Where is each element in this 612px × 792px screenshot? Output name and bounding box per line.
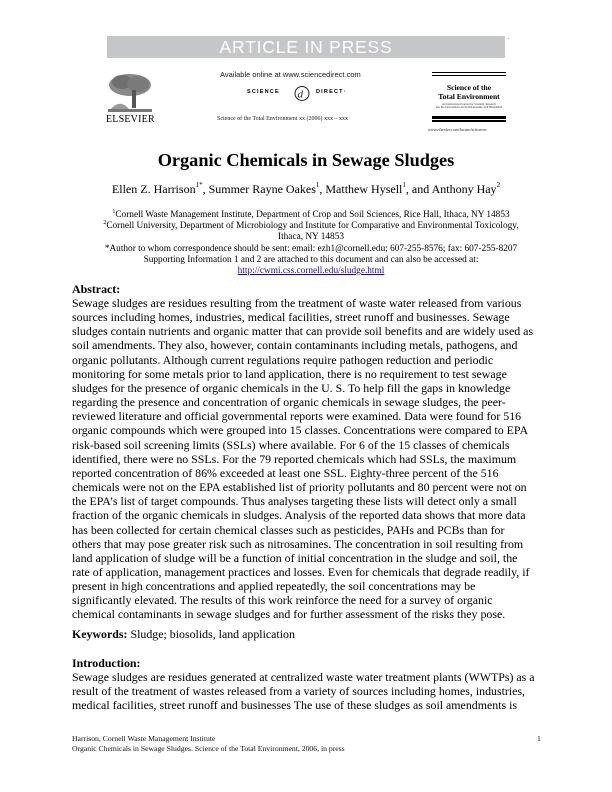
keywords: [72, 627, 295, 642]
journal-subtitle-line1: An International Journal for Scientific Research: [442, 103, 496, 106]
text-line: chemicals were not on the EPA established list of priority pollutants and 80 percent were not on: [72, 480, 527, 495]
text-line: rate of application, management practices and losses. Even for chemicals that degrade readily, if: [72, 564, 530, 579]
text-line: others that may pose greater risk such as nitrosamines. The concentration in soil resulting from: [72, 536, 524, 551]
author-name: Matthew Hysell: [325, 182, 403, 196]
supporting-info-link[interactable]: http://cwmi.css.cornell.edu/sludge.html: [237, 266, 385, 277]
journal-name-line1: Science of the: [446, 83, 492, 92]
footer-line1: Harrison, Cornell Waste Management Institute: [72, 734, 216, 743]
corner-mark: [508, 38, 509, 39]
journal-url[interactable]: www.elsevier.com/locate/scitotenv: [428, 127, 487, 132]
text-line: sources including homes, industries, medical facilities, street runoff and businesses. Sewage: [72, 310, 510, 325]
introduction-body: [72, 670, 552, 712]
author-list: [0, 182, 612, 197]
sciencedirect-right-text: DIRECT·: [316, 89, 347, 95]
affiliation-text: Cornell University, Department of Microbiology and Institute for Comparative and Environmental Toxicology,: [106, 221, 519, 232]
text-line: risk-based soil screening limits (SSLs) where available. For 6 of the 15 classes of chemicals: [72, 437, 510, 452]
text-line: sludges for the presence of organic chemicals in the U. S. To help fill the gaps in knowledge: [72, 380, 511, 395]
affiliation-sup: 1: [112, 209, 116, 215]
affiliation-text: Ithaca, NY 14853: [277, 232, 344, 243]
affiliation-line: [70, 221, 552, 232]
paper-title: Organic Chemicals in Sewage Sludges: [157, 150, 455, 170]
text-line: result of the treatment of wastes released from a variety of sources including homes, industries,: [72, 684, 526, 699]
text-line: the EPA’s list of target compounds. Thus analyses targeting these lists will detect only a small: [72, 494, 517, 509]
masthead-bottom-rules: [432, 116, 506, 122]
svg-text:d: d: [297, 88, 303, 101]
author-affil-sup: 2: [496, 181, 501, 189]
masthead-rule: [432, 116, 506, 119]
journal-reference: Science of the Total Environment xx (2006) xxx – xxx: [217, 116, 348, 122]
text-line: land application of sludge will be a function of initial concentration in the sludge and soil, the: [72, 550, 518, 565]
text-line: regarding the presence and concentration of organic chemicals in sewage sludges, the peer-: [72, 395, 506, 410]
introduction-heading: Introduction:: [72, 656, 141, 670]
journal-name-line2: Total Environment: [438, 92, 500, 101]
page-number: 1: [537, 734, 541, 743]
author-name: Summer Rayne Oakes: [208, 182, 316, 196]
available-online-text: Available online at www.sciencedirect.com: [220, 70, 361, 79]
author-sep: ,: [202, 182, 209, 196]
elsevier-tree-logo-icon: [106, 72, 154, 114]
text-line: organic compounds which were grouped into 15 classes. Concentrations were compared to EPA: [72, 423, 529, 438]
footer-line2: Organic Chemicals in Sewage Sludges. Science of the Total Environment, 2006, in press: [72, 743, 345, 753]
text-line: identified, there were no SSLs. For the 79 reported chemicals which had SSLs, the maximum: [72, 451, 517, 466]
text-line: present in high concentrations and applied repeatedly, the soil concentrations may be: [72, 579, 476, 594]
text-line: Sewage sludges are residues resulting from the treatment of waste water released from various: [72, 296, 522, 310]
affiliation-line: [70, 232, 552, 243]
author-affil-sup: 1: [402, 181, 406, 189]
correspondence-note: *Author to whom correspondence should be sent: email: ezh1@cornell.edu; 607-255-8576; fax: 607-255-8207: [104, 243, 518, 254]
text-line: sludges contain nutrients and organic matter that can provide soil benefits and are widely used as: [72, 324, 534, 339]
text-line: Sewage sludges are residues generated at centralized waste water treatment plants (WWTPs) as a: [72, 670, 535, 684]
text-line: reported concentration of 86% exceeded at least one SSL. Eighty-three percent of the 516: [72, 465, 499, 480]
author-sep: ,: [319, 182, 326, 196]
masthead-rule: [432, 120, 506, 122]
text-line: reviewed literature and official governmental reports were examined. Data were found for 516: [72, 409, 522, 424]
page-footer: [72, 734, 345, 754]
text-line: chemical contaminants in sewage sludges and for further assessment of the risks they pose.: [72, 607, 506, 622]
affiliation-text: Cornell Waste Management Institute, Department of Crop and Soil Sciences, Rice Hall, Ithaca, NY 14853: [115, 210, 510, 220]
journal-subtitle-line2: into the Environment and its Relationship with Humankind: [435, 106, 503, 110]
text-line: monitoring for some metals prior to land application, there is no requirement to test sewage: [72, 366, 507, 381]
supporting-info-note: Supporting Information 1 and 2 are attached to this document and can also be accessed at:: [143, 254, 479, 265]
affiliations: [70, 210, 552, 277]
author-name: Anthony Hay: [431, 182, 497, 196]
abstract-heading: Abstract:: [72, 282, 121, 296]
masthead-rule: [432, 75, 506, 76]
sciencedirect-d-icon: [293, 84, 311, 101]
sciencedirect-logo: [247, 83, 367, 103]
banner-text: ARTICLE IN PRESS: [219, 37, 393, 57]
keywords-text: Sludge; biosolids, land application: [127, 627, 295, 641]
author-sep: , and: [405, 182, 432, 196]
keywords-label: Keywords:: [72, 627, 128, 641]
text-line: organic pollutants. Although current regulations require pathogen reduction and periodic: [72, 352, 494, 367]
elsevier-wordmark: ELSEVIER: [106, 114, 155, 125]
text-line: fraction of the organic chemicals in sludges. Analysis of the reported data shows that more data: [72, 508, 526, 523]
masthead-rule: [432, 72, 506, 73]
article-in-press-banner: [107, 36, 505, 58]
affiliation-sup: 2: [103, 220, 107, 227]
author-affil-sup: 1: [315, 181, 320, 189]
journal-masthead: [432, 72, 506, 122]
text-line: medical facilities, street runoff and businesses The use of these sludges as soil amendments is: [72, 698, 518, 713]
sciencedirect-left-text: SCIENCE: [247, 89, 280, 95]
abstract-body: [72, 296, 552, 622]
author-affil-sup: 1*: [195, 181, 203, 189]
text-line: significantly elevated. The results of this work reinforce the need for a survey of organic: [72, 593, 493, 608]
affiliation-line: [70, 210, 552, 221]
author-name: Ellen Z. Harrison: [111, 182, 196, 196]
text-line: soil amendments. They also, however, contain contaminants including metals, pathogens, and: [72, 338, 518, 353]
text-line: has been collected for certain chemical classes such as pesticides, PAHs and PCBs than for: [72, 522, 505, 537]
